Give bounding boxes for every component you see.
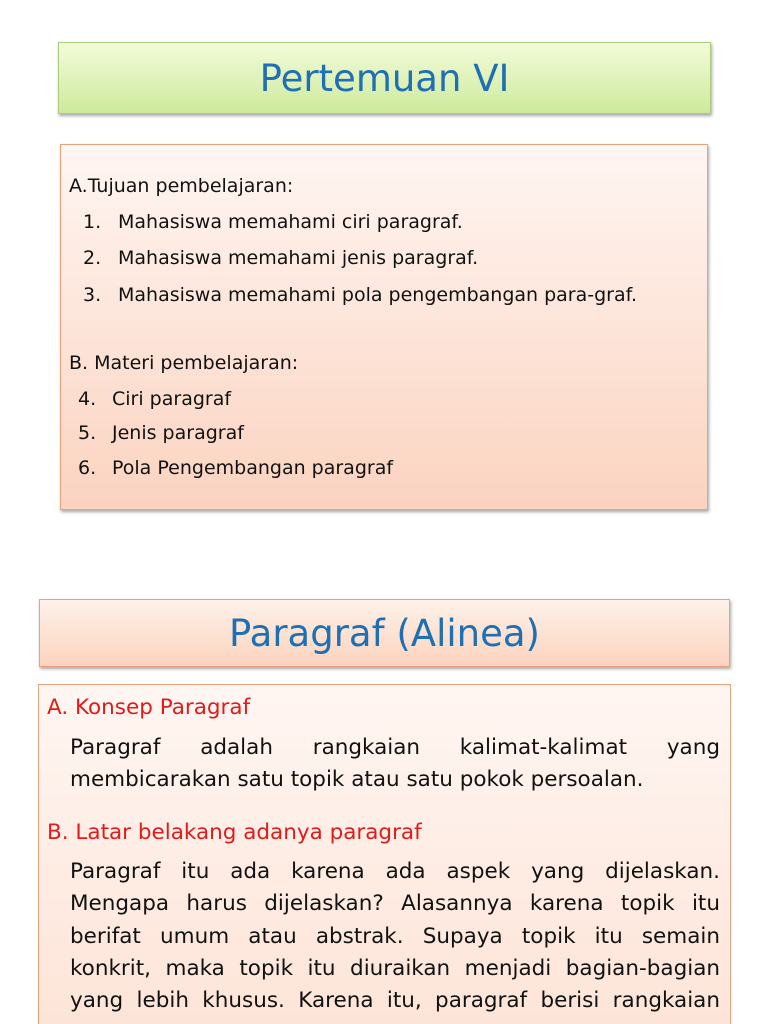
objective-text: Mahasiswa memahami jenis paragraf.	[118, 247, 479, 269]
latar-belakang-heading: B. Latar belakang adanya paragraf	[47, 820, 422, 845]
slide1-title: Pertemuan VI	[259, 56, 510, 100]
material-number: 5.	[78, 422, 97, 444]
paragraph-line: yang lebih khusus. Karena itu, paragraf berisi rangkaian	[70, 988, 720, 1013]
paragraph-line: Paragraf itu ada karena ada aspek yang dijelaskan.	[70, 859, 720, 884]
paragraph-line: berifat umum atau abstrak. Supaya topik itu semain	[70, 924, 720, 949]
paragraph-line: membicarakan satu topik atau satu pokok persoalan.	[70, 767, 644, 792]
objective-number: 2.	[83, 247, 102, 269]
slide1-content-box	[60, 144, 708, 510]
objective-number: 1.	[83, 211, 102, 233]
section-a-heading: A.Tujuan pembelajaran:	[69, 175, 294, 197]
material-text: Jenis paragraf	[112, 422, 244, 444]
objective-text: Mahasiswa memahami pola pengembangan para-graf.	[118, 284, 637, 306]
material-number: 6.	[78, 457, 97, 479]
slide1-title-box	[58, 42, 711, 114]
objective-text: Mahasiswa memahami ciri paragraf.	[118, 211, 463, 233]
material-text: Pola Pengembangan paragraf	[112, 457, 394, 479]
slide2-title: Paragraf (Alinea)	[229, 611, 540, 655]
section-b-heading: B. Materi pembelajaran:	[69, 352, 299, 374]
slide2-content-box	[38, 684, 731, 1024]
material-number: 4.	[78, 388, 97, 410]
material-text: Ciri paragraf	[112, 388, 232, 410]
konsep-heading: A. Konsep Paragraf	[47, 695, 251, 720]
paragraph-line: Mengapa harus dijelaskan? Alasannya karena topik itu	[70, 891, 720, 916]
paragraph-line: Paragraf adalah rangkaian kalimat-kalimat yang	[70, 735, 720, 760]
slide2-title-box	[39, 599, 730, 667]
objective-number: 3.	[83, 284, 102, 306]
paragraph-line: konkrit, maka topik itu diuraikan menjadi bagian-bagian	[70, 956, 720, 981]
